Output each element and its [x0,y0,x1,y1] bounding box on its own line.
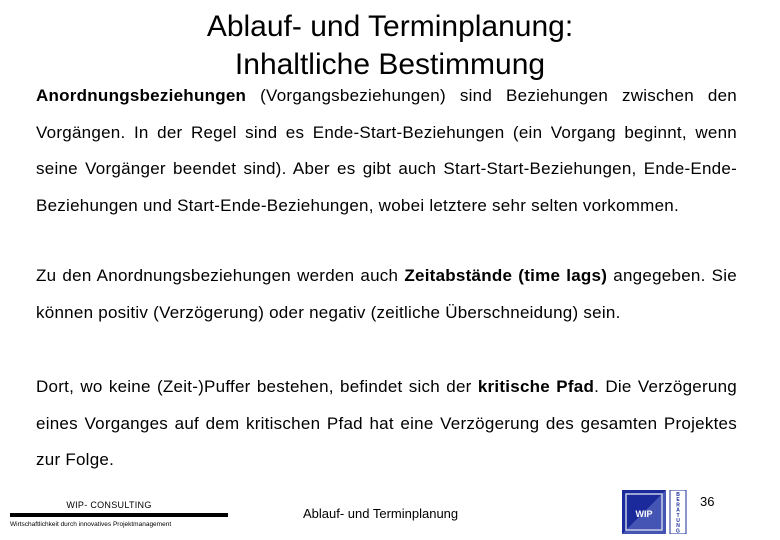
title-line-2: Inhaltliche Bestimmung [234,48,546,81]
paragraph2-text-after: angegeben. Sie können positiv (Verzögerung) oder negativ (zeitliche Überschneidung) sein. [36,266,737,322]
logo-letter: B [676,492,680,498]
footer-divider [10,513,228,517]
paragraph-anordnungsbeziehungen [36,78,737,224]
footer-tagline: Wirtschaftlichkeit durch innovatives Projektmanagement [10,521,172,528]
logo-letter: U [676,518,680,524]
footer-company-name: WIP- CONSULTING [66,500,152,510]
logo-letter: T [676,512,680,519]
term-zeitabstaende: Zeitabstände (time lags) [404,266,608,285]
logo-letter: E [676,497,680,504]
paragraph3-text-after: . Die Verzögerung eines Vorganges auf dem kritischen Pfad hat eine Verzögerung des gesamten Projektes zur Folge. [36,377,737,469]
logo-letter: A [676,507,680,514]
logo-wordmark: WIP [635,509,653,519]
paragraph-zeitabstaende [36,258,737,331]
slide-title [0,8,780,84]
page-number: 36 [700,494,715,509]
wip-logo-icon [622,490,697,534]
logo-letter: R [676,502,680,509]
title-line-1: Ablauf- und Terminplanung: [206,10,574,43]
footer-topic: Ablauf- und Terminplanung [303,506,459,521]
paragraph3-text-before: Dort, wo keine (Zeit-)Puffer bestehen, befindet sich der [36,377,478,396]
footer-company-block [10,500,228,528]
logo-letter: G [676,528,680,534]
term-anordnungsbeziehungen: Anordnungsbeziehungen [36,86,247,105]
paragraph-kritischer-pfad [36,369,737,479]
logo-letter: N [676,523,680,530]
term-kritischer-pfad: kritische Pfad [477,377,595,396]
paragraph1-text: (Vorgangsbeziehungen) sind Beziehungen zwischen den Vorgängen. In der Regel sind es Ende-Start-Beziehungen (ein Vorgang beginnt, wenn seine Vorgänger beendet sind). Aber es gibt auch Start-Start-Beziehungen, Ende-Ende-Beziehungen und Start-Ende-Beziehungen, wobei letztere sehr selten vorkommen. [36,86,737,215]
paragraph2-text-before: Zu den Anordnungsbeziehungen werden auch [36,266,405,285]
